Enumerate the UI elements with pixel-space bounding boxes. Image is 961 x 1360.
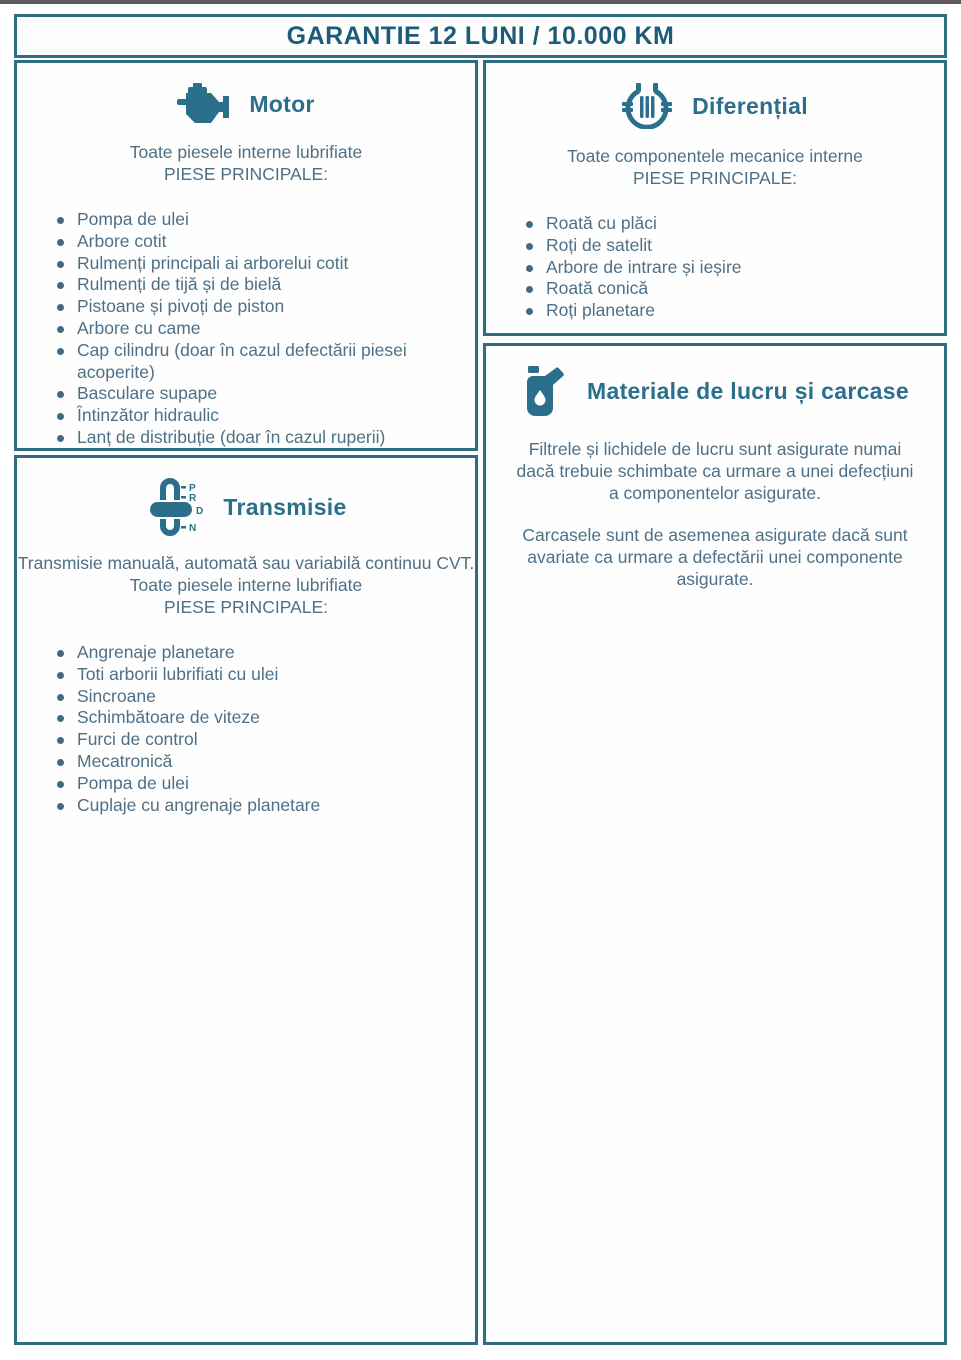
motor-parts-list xyxy=(17,209,475,449)
motor-section-title: Motor xyxy=(249,90,315,117)
motor-intro-line: PIESE PRINCIPALE: xyxy=(163,164,329,184)
list-item: Întinzător hidraulic xyxy=(45,405,461,427)
list-item: Rulmenți de tijă și de bielă xyxy=(45,274,461,296)
diferential-intro-line: PIESE PRINCIPALE: xyxy=(632,168,798,188)
list-item: Furci de control xyxy=(45,729,461,751)
list-item: Pompa de ulei xyxy=(45,209,461,231)
transmisie-section-title: Transmisie xyxy=(223,493,347,520)
transmisie-parts-list xyxy=(17,642,475,816)
page-title: GARANTIE 12 LUNI / 10.000 KM xyxy=(286,21,675,50)
transmisie-intro-line: PIESE PRINCIPALE: xyxy=(163,597,329,617)
right-column xyxy=(483,60,947,1345)
motor-intro xyxy=(17,141,475,185)
transmisie-section xyxy=(14,455,478,1345)
list-item: Lanț de distribuție (doar în cazul ruperii) xyxy=(45,427,461,449)
materiale-paragraph: Carcasele sunt de asemenea asigurate dacă sunt avariate ca urmare a defectării unei componente asigurate. xyxy=(522,525,908,589)
list-item: Cuplaje cu angrenaje planetare xyxy=(45,795,461,817)
list-item: Cap cilindru (doar în cazul defectării piesei acoperite) xyxy=(45,340,461,384)
diferential-intro xyxy=(486,145,944,189)
left-column xyxy=(14,60,478,1345)
svg-text:N: N xyxy=(189,523,197,534)
transmisie-intro xyxy=(17,552,475,618)
list-item: Rulmenți principali ai arborelui cotit xyxy=(45,253,461,275)
oil-canister-icon xyxy=(521,366,567,416)
list-item: Arbore de intrare și ieșire xyxy=(514,257,930,279)
diferential-section-title: Diferențial xyxy=(692,92,808,119)
transmisie-intro-line: Transmisie manuală, automată sau variabilă continuu CVT. xyxy=(17,553,475,573)
list-item: Arbore cotit xyxy=(45,231,461,253)
list-item: Roți planetare xyxy=(514,300,930,322)
motor-intro-line: Toate piesele interne lubrifiate xyxy=(129,142,363,162)
materiale-section-header xyxy=(486,346,944,416)
gear-shifter-icon xyxy=(145,478,203,536)
diferential-intro-line: Toate componentele mecanice interne xyxy=(567,146,863,166)
list-item: Pompa de ulei xyxy=(45,773,461,795)
diferential-section-header xyxy=(486,63,944,129)
diferential-section xyxy=(483,60,947,336)
list-item: Schimbătoare de viteze xyxy=(45,707,461,729)
list-item: Arbore cu came xyxy=(45,318,461,340)
svg-text:D: D xyxy=(196,506,204,517)
motor-section xyxy=(14,60,478,451)
warranty-document xyxy=(14,14,947,1345)
list-item: Sincroane xyxy=(45,686,461,708)
engine-icon xyxy=(177,83,229,125)
svg-text:P: P xyxy=(189,483,197,494)
differential-icon xyxy=(622,83,672,129)
list-item: Roată conică xyxy=(514,278,930,300)
list-item: Pistoane și pivoți de piston xyxy=(45,296,461,318)
list-item: Roți de satelit xyxy=(514,235,930,257)
list-item: Basculare supape xyxy=(45,383,461,405)
screenshot-top-edge xyxy=(0,0,961,4)
svg-text:R: R xyxy=(189,493,197,504)
transmisie-section-header xyxy=(17,458,475,536)
warranty-header-box xyxy=(14,14,947,58)
motor-section-header xyxy=(17,63,475,125)
transmisie-intro-line: Toate piesele interne lubrifiate xyxy=(129,575,363,595)
list-item: Mecatronică xyxy=(45,751,461,773)
diferential-parts-list xyxy=(486,213,944,322)
list-item: Angrenaje planetare xyxy=(45,642,461,664)
list-item: Toti arborii lubrifiati cu ulei xyxy=(45,664,461,686)
two-column-layout xyxy=(14,60,947,1345)
materiale-section-title: Materiale de lucru și carcase xyxy=(587,377,909,404)
materiale-section xyxy=(483,343,947,1345)
materiale-paragraph: Filtrele și lichidele de lucru sunt asigurate numai dacă trebuie schimbate ca urmare a unei defecțiuni a componentelor asigurate. xyxy=(516,439,914,503)
list-item: Roată cu plăci xyxy=(514,213,930,235)
